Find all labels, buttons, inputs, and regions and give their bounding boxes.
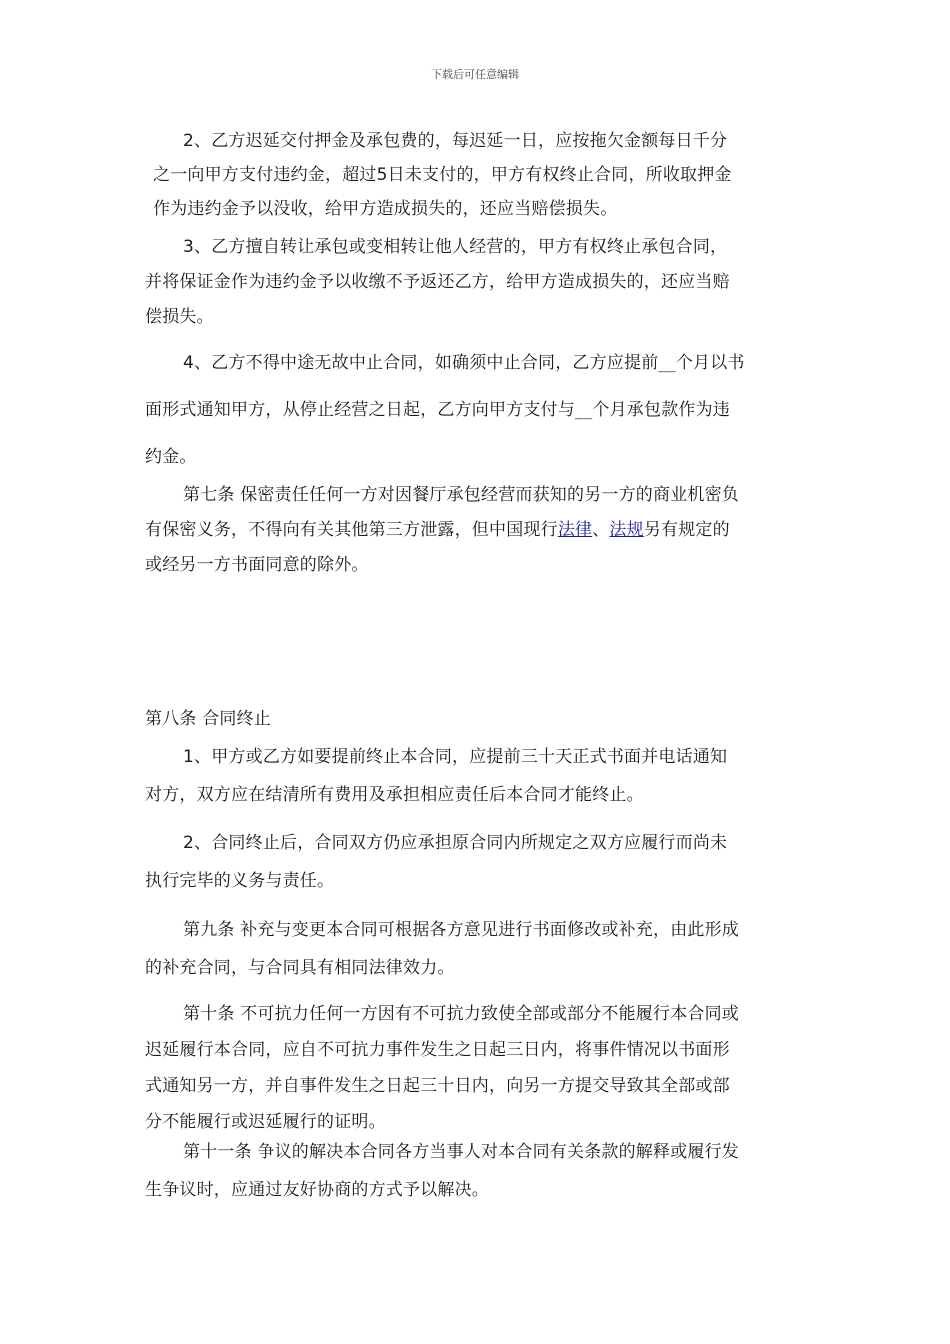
item-number: 3 [183,237,195,257]
item-number: 1 [183,747,195,767]
line-text: 之一向甲方支付违约金，超过 [153,165,377,185]
text-line [145,738,810,776]
paragraph-item-2 [145,124,810,226]
text-line: 式通知另一方，并自事件发生之日起三十日内，向另一方提交导致其全部或部 [145,1076,730,1096]
section-heading: 第八条 合同终止 [145,709,272,729]
text-line: 或经另一方书面同意的除外。 [145,555,369,575]
text-line: 执行完毕的义务与责任。 [145,871,335,891]
text-line: 第九条 补充与变更本合同可根据各方意见进行书面修改或补充，由此形成 [183,920,740,940]
line-text: 日未支付的，甲方有权终止合同，所收取押金 [387,165,732,185]
text-line: 生争议时，应通过友好协商的方式予以解决。 [145,1180,489,1200]
article-9 [145,911,810,987]
text-line: 的补充合同，与合同具有相同法律效力。 [145,958,455,978]
item-number: 2 [183,833,195,853]
text-line: 面形式通知甲方，从停止经营之日起，乙方向甲方支付与__个月承包款作为违 [145,400,730,420]
text-line [145,513,810,548]
text-line [145,824,810,862]
link-law[interactable]: 法律 [557,520,593,540]
line-text: 另有规定的 [643,520,730,540]
text-line: 并将保证金作为违约金予以收缴不予返还乙方，给甲方造成损失的，还应当赔 [145,272,730,292]
paragraph-item-3 [145,230,810,335]
text-line: 第十一条 争议的解决本合同各方当事人对本合同有关条款的解释或履行发 [183,1142,740,1162]
article-7 [145,478,810,583]
article-11 [145,1133,810,1209]
item-number: 2 [183,131,195,151]
text-line [145,124,810,158]
text-line: 作为违约金予以没收，给甲方造成损失的，还应当赔偿损失。 [153,199,618,219]
separator: 、 [592,520,610,540]
line-text: 、甲方或乙方如要提前终止本合同，应提前三十天正式书面并电话通知 [194,747,728,767]
line-text: 有保密义务，不得向有关其他第三方泄露，但中国现行 [145,520,558,540]
text-line: 对方，双方应在结清所有费用及承担相应责任后本合同才能终止。 [145,785,644,805]
text-line: 迟延履行本合同，应自不可抗力事件发生之日起三日内，将事件情况以书面形 [145,1040,730,1060]
line-text: 、乙方迟延交付押金及承包费的，每迟延一日，应按拖欠金额每日千分 [194,131,728,151]
article-8-title [145,705,810,733]
link-regulation[interactable]: 法规 [609,520,644,540]
text-line: 约金。 [145,447,197,467]
article-8-item-2 [145,824,810,900]
paragraph-item-4 [145,340,810,481]
text-line [145,158,810,192]
line-text: 、乙方擅自转让承包或变相转让他人经营的，甲方有权终止承包合同， [194,237,728,257]
text-line: 第七条 保密责任任何一方对因餐厅承包经营而获知的另一方的商业机密负 [183,485,740,505]
text-line: 分不能履行或迟延履行的证明。 [145,1112,386,1132]
text-line [145,340,810,387]
article-10 [145,996,810,1140]
text-line: 偿损失。 [145,307,214,327]
line-text: 、乙方不得中途无故中止合同，如确须中止合同，乙方应提前__个月以书 [194,353,745,373]
line-text: 、合同终止后，合同双方仍应承担原合同内所规定之双方应履行而尚未 [194,833,728,853]
page-header: 下载后可任意编辑 [431,68,519,81]
item-number: 4 [183,353,195,373]
text-line [145,230,810,265]
days-number: 5 [376,165,388,185]
text-line: 第十条 不可抗力任何一方因有不可抗力致使全部或部分不能履行本合同或 [183,1004,740,1024]
article-8-item-1 [145,738,810,814]
